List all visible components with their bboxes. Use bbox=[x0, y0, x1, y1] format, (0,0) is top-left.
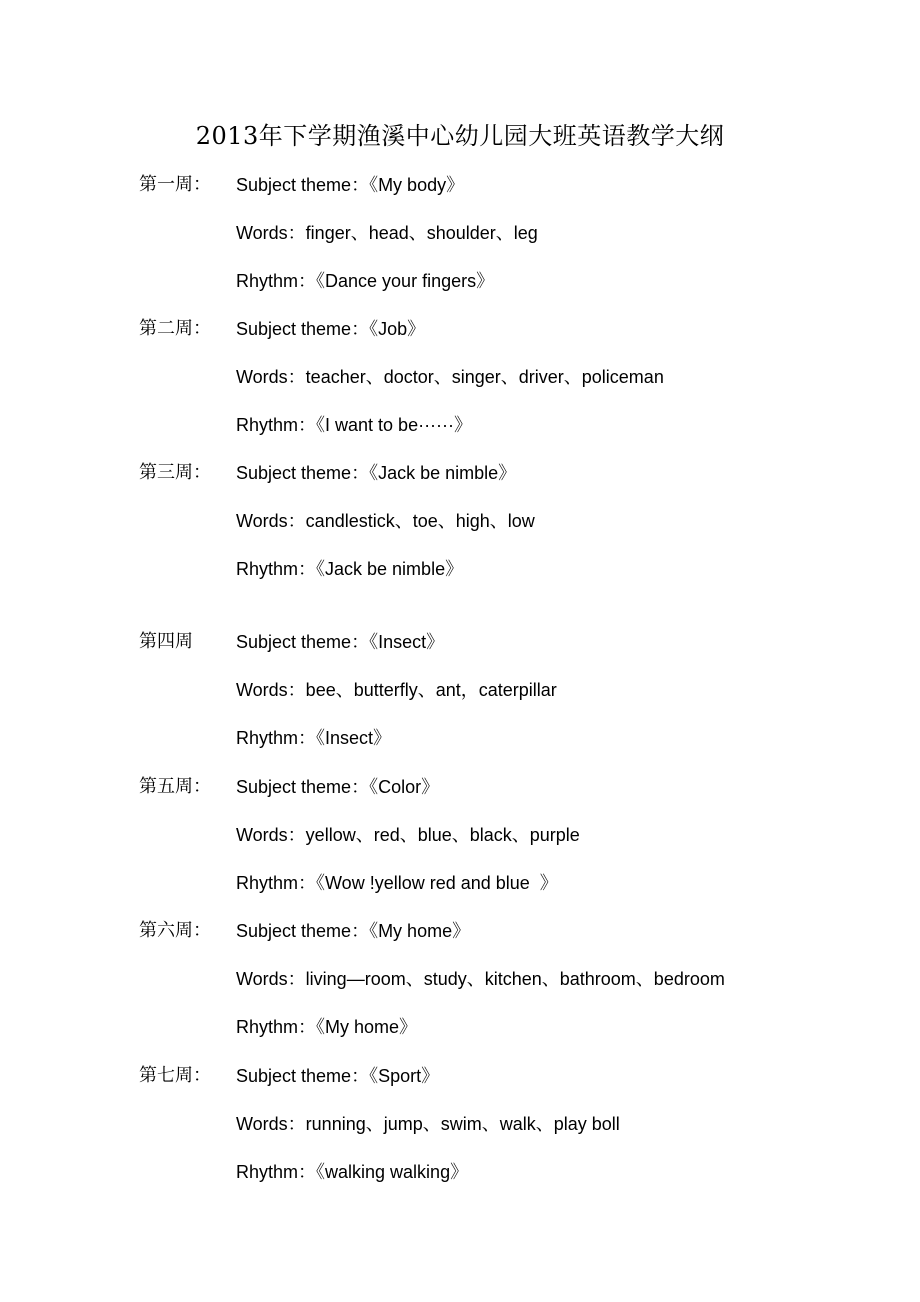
words-line: Words：bee、butterfly、ant，caterpillar bbox=[236, 680, 557, 700]
words-line: Words：finger、head、shoulder、leg bbox=[236, 223, 538, 243]
week-label: 第五周： bbox=[139, 776, 211, 797]
subject-theme: Subject theme：《Job》 bbox=[236, 319, 426, 339]
words-line: Words：running、jump、swim、walk、play boll bbox=[236, 1114, 620, 1134]
rhythm-line: Rhythm：《walking walking》 bbox=[236, 1162, 469, 1182]
week-label: 第一周： bbox=[139, 174, 211, 195]
rhythm-line: Rhythm：《Dance your fingers》 bbox=[236, 271, 495, 291]
words-line: Words：candlestick、toe、high、low bbox=[236, 511, 535, 531]
words-line: Words：living—room、study、kitchen、bathroom、bedroom bbox=[236, 969, 725, 989]
rhythm-line: Rhythm：《My home》 bbox=[236, 1017, 418, 1037]
rhythm-line: Rhythm：《Jack be nimble》 bbox=[236, 559, 464, 579]
week-label: 第三周： bbox=[139, 462, 211, 483]
week-label: 第四周 bbox=[139, 631, 193, 652]
subject-theme: Subject theme：《Jack be nimble》 bbox=[236, 463, 517, 483]
rhythm-line: Rhythm：《Wow !yellow red and blue 》 bbox=[236, 873, 558, 893]
rhythm-line: Rhythm：《Insect》 bbox=[236, 728, 392, 748]
subject-theme: Subject theme：《My home》 bbox=[236, 921, 471, 941]
subject-theme: Subject theme：《My body》 bbox=[236, 175, 465, 195]
week-label: 第六周： bbox=[139, 920, 211, 941]
subject-theme: Subject theme：《Insect》 bbox=[236, 632, 445, 652]
week-label: 第二周： bbox=[139, 318, 211, 339]
subject-theme: Subject theme：《Color》 bbox=[236, 777, 440, 797]
rhythm-line: Rhythm：《I want to be······》 bbox=[236, 415, 473, 435]
subject-theme: Subject theme：《Sport》 bbox=[236, 1066, 440, 1086]
words-line: Words：teacher、doctor、singer、driver、policeman bbox=[236, 367, 664, 387]
week-label: 第七周： bbox=[139, 1065, 211, 1086]
words-line: Words：yellow、red、blue、black、purple bbox=[236, 825, 580, 845]
page-title: 2013年下学期渔溪中心幼儿园大班英语教学大纲 bbox=[195, 122, 725, 150]
